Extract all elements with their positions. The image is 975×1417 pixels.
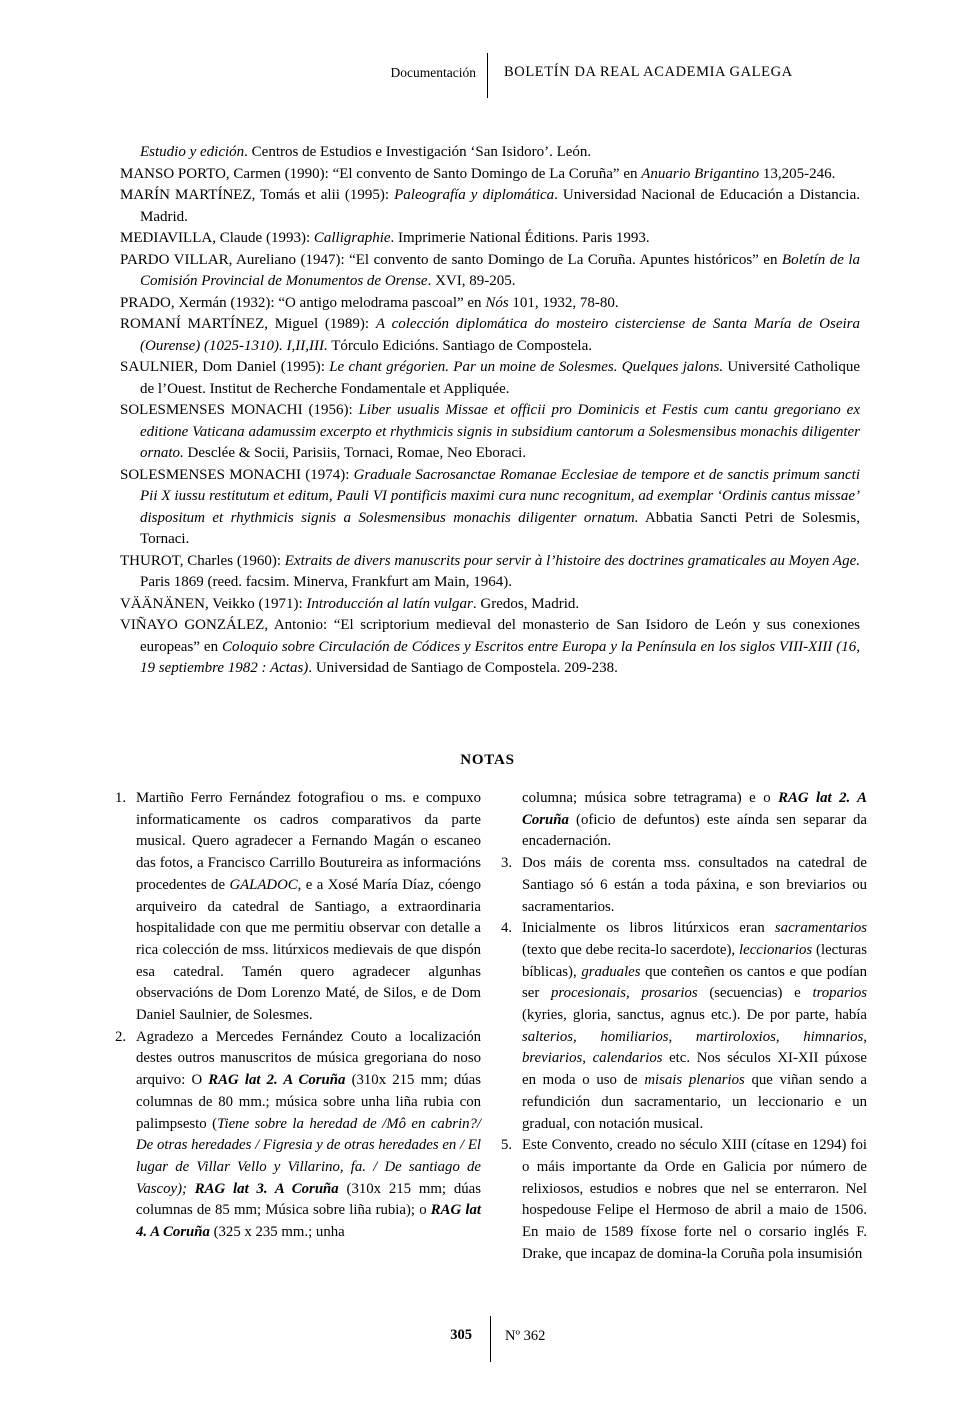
- text-run: Boletín de la Comisión Provincial de Monumentos de Orense: [140, 251, 860, 289]
- text-run: Tórculo Edicións. Santiago de Compostela.: [327, 337, 592, 354]
- text-run: Paris 1869 (reed. facsim. Minerva, Frankfurt am Main, 1964).: [140, 574, 512, 590]
- text-run: (secuencias) e: [697, 985, 813, 1002]
- text-run: SOLESMENSES MONACHI (1974):: [120, 466, 354, 483]
- text-run: . XVI, 89-205.: [427, 273, 516, 289]
- bibliography-entry: [120, 228, 860, 250]
- notes-column-left: [115, 788, 481, 1265]
- text-run: Université Catholique de l’Ouest. Institut de Recherche Fondamentale et Appliquée.: [140, 359, 860, 397]
- text-run: misais plenarios: [644, 1072, 745, 1089]
- text-run: que viñan sendo a refundición dun sacramentario, un leccionario e un gradual, con notación musical.: [522, 1072, 867, 1132]
- notes-column-right: [501, 788, 867, 1265]
- note-number: 1.: [115, 790, 127, 806]
- text-run: (lecturas bíblicas),: [522, 941, 867, 980]
- text-run: etc. Nos séculos XI-XII púxose en moda o uso de: [522, 1050, 867, 1089]
- note-number: 5.: [501, 1137, 513, 1154]
- manuscript-reference: RAG lat 4. A Coruña: [136, 1202, 481, 1241]
- text-run: Introducción al latín vulgar: [306, 595, 473, 612]
- text-run: leccionarios: [739, 941, 813, 958]
- text-run: Liber usualis Missae et officii pro Dominicis et Festis cum cantu gregoriano ex editione Vaticana adamussim excerpto et rhythmicis signis in subsidium cantorum a Solesmensibus monachis diligenter ornato.: [140, 402, 860, 461]
- text-run: (kyries, gloria, sanctus, agnus etc.). De por parte, había: [522, 1007, 867, 1024]
- header-section-label: Documentación: [390, 65, 476, 80]
- text-run: Le chant grégorien. Par un moine de Solesmes. Quelques jalons.: [329, 359, 724, 375]
- text-run: (325 x 235 mm.; unha: [209, 1224, 345, 1241]
- note-item: [501, 853, 867, 918]
- text-run: . Gredos, Madrid.: [472, 595, 580, 612]
- text-run: . Universidad Nacional de Educación a Distancia. Madrid.: [140, 187, 860, 225]
- note-number: 4.: [501, 920, 513, 937]
- text-run: Tiene sobre la heredad de /Mô en cabrin?/ De otras heredades / Figresia y de otras heredades en / El lugar de Villar Vello y Villarino, fa. / De santiago de Vascoy);: [136, 1115, 481, 1197]
- bibliography: [120, 142, 860, 680]
- bibliography-entry: [120, 250, 860, 293]
- text-run: Martiño Ferro Fernández fotografiou o ms. e compuxo informaticamente os cadros comparativos da parte musical. Quero agradecer a Fernando Magán o escaneo das fotos, a Francisco Carrillo Boutureira as informacións procedentes de: [136, 790, 481, 893]
- text-run: SOLESMENSES MONACHI (1956):: [120, 402, 359, 418]
- text-run: ROMANÍ MARTÍNEZ, Miguel (1989):: [120, 316, 376, 332]
- bibliography-entry: [120, 357, 860, 400]
- text-run: Anuario Brigantino: [641, 165, 760, 182]
- text-run: salterios, homiliarios, martiroloxios, himnarios, breviarios, calendarios: [522, 1028, 867, 1067]
- note-item: [501, 1135, 867, 1265]
- text-run: . Universidad de Santiago de Compostela. 209-238.: [308, 660, 618, 676]
- manuscript-reference: RAG lat 2. A Coruña: [522, 790, 867, 828]
- text-run: (310x 215 mm; dúas columnas de 80 mm.; música sobre unha liña rubia con palimpsesto (: [136, 1072, 481, 1132]
- notes-section: [115, 788, 867, 1265]
- text-run: THUROT, Charles (1960):: [120, 552, 285, 569]
- text-run: [187, 1181, 195, 1197]
- header-divider: [487, 53, 488, 98]
- text-run: MANSO PORTO, Carmen (1990): “El convento de Santo Domingo de La Coruña” en: [120, 165, 642, 182]
- text-run: (texto que debe recita-lo sacerdote),: [522, 941, 740, 958]
- text-run: A colección diplomática do mosteiro cisterciense de Santa María de Oseira (Ourense) (1025-1310). I,II,III.: [140, 316, 860, 354]
- page-number: 305: [450, 1327, 472, 1343]
- text-run: Abbatia Sancti Petri de Solesmis, Tornaci.: [140, 509, 860, 547]
- text-run: MEDIAVILLA, Claude (1993):: [120, 230, 314, 246]
- text-run: Este Convento, creado no século XIII (cítase en 1294) foi o máis importante da Orde en Galicia por número de relixiosos, estudios e nobres que nel se enterraron. Nel hospedouse Felipe el Hermoso de abril a maio de 1506. En maio de 1589 fíxose forte nel o corsario inglés F. Drake, que incapaz de domina-la Coruña pola insumisión: [522, 1137, 867, 1262]
- bibliography-entry: [120, 594, 860, 616]
- text-run: 13,205-246.: [759, 165, 836, 182]
- bibliography-entry: [120, 293, 860, 315]
- text-run: Estudio y edición: [140, 144, 245, 160]
- bibliography-entry: [120, 164, 860, 186]
- note-number: 2.: [115, 1028, 127, 1045]
- text-run: Extraits de divers manuscrits pour servir à l’histoire des doctrines gramaticales au Moyen Age.: [284, 552, 860, 569]
- text-run: , e a Xosé María Díaz, cóengo arquiveiro da catedral de Santiago, a extraordinaria hospitalidade con que me permitiu observar con detalle a rica colección de mss. litúrxicos medievais de que dispón esa catedral. Tamén quero agradecer algunhas observacións de Dom Lorenzo Maté, de Silos, e de Dom Daniel Saulnier, de Solesmes.: [136, 876, 481, 1024]
- text-run: GALADOC: [229, 876, 298, 893]
- bibliography-entry: [120, 615, 860, 680]
- note-item: [501, 918, 867, 1135]
- text-run: sacramentarios: [774, 920, 867, 937]
- text-run: Coloquio sobre Circulación de Códices y Escritos entre Europa y la Península en los siglos VIII-XIII (16, 19 septiembre 1982 : Actas): [140, 638, 861, 676]
- text-run: procesionais, prosarios: [550, 985, 698, 1002]
- note-continuation: [501, 788, 867, 853]
- text-run: MARÍN MARTÍNEZ, Tomás et alii (1995):: [120, 187, 395, 203]
- text-run: Paleografía y diplomática: [394, 187, 555, 203]
- bibliography-entry: [120, 142, 860, 164]
- text-run: PARDO VILLAR, Aureliano (1947): “El convento de santo Domingo de La Coruña. Apuntes históricos” en: [120, 251, 782, 268]
- text-run: Inicialmente os libros litúrxicos eran: [522, 920, 775, 937]
- text-run: Agradezo a Mercedes Fernández Couto a localización destes outros manuscritos de música gregoriana do noso arquivo: O: [136, 1028, 481, 1089]
- text-run: columna; música sobre tetragrama) e o: [522, 790, 779, 806]
- text-run: Calligraphie: [313, 230, 391, 246]
- text-run: (310x 215 mm; dúas columnas de 85 mm; Música sobre liña rubia); o: [136, 1180, 482, 1219]
- note-item: [115, 788, 481, 1027]
- footer-divider: [490, 1316, 491, 1362]
- text-run: Dos máis de corenta mss. consultados na catedral de Santiago só 6 están a toda páxina, e son breviarios ou sacramentarios.: [522, 855, 867, 915]
- notes-heading: NOTAS: [460, 752, 515, 768]
- text-run: troparios: [812, 985, 867, 1002]
- issue-number: Nº 362: [505, 1328, 546, 1344]
- text-run: 101, 1932, 78-80.: [508, 294, 619, 311]
- bibliography-entry: [120, 314, 860, 357]
- text-run: que conteñen os cantos e que podían ser: [522, 963, 867, 1002]
- note-item: [115, 1027, 481, 1244]
- text-run: graduales: [581, 963, 641, 980]
- manuscript-reference: RAG lat 3. A Coruña: [194, 1180, 339, 1197]
- text-run: Desclée & Socii, Parisiis, Tornaci, Romae, Neo Eboraci.: [183, 445, 527, 461]
- text-run: VIÑAYO GONZÁLEZ, Antonio: “El scriptorium medieval del monasterio de San Isidoro de León y sus conexiones europeas” en: [120, 617, 860, 655]
- bibliography-entry: [120, 400, 860, 465]
- text-run: PRADO, Xermán (1932): “O antigo melodrama pascoal” en: [120, 294, 486, 311]
- text-run: . Centros de Estudios e Investigación ‘San Isidoro’. León.: [244, 144, 592, 160]
- text-run: Nós: [485, 294, 509, 311]
- text-run: VÄÄNÄNEN, Veikko (1971):: [120, 595, 307, 612]
- manuscript-reference: RAG lat 2. A Coruña: [208, 1072, 346, 1089]
- bibliography-entry: [120, 185, 860, 228]
- bibliography-entry: [120, 551, 860, 594]
- text-run: . Imprimerie National Éditions. Paris 1993.: [390, 230, 650, 246]
- text-run: SAULNIER, Dom Daniel (1995):: [120, 359, 330, 375]
- text-run: (oficio de defuntos) este aínda sen separar da encadernación.: [522, 811, 867, 850]
- bibliography-entry: [120, 465, 860, 551]
- journal-title: BOLETÍN DA REAL ACADEMIA GALEGA: [504, 64, 793, 80]
- note-number: 3.: [501, 855, 513, 872]
- text-run: Graduale Sacrosanctae Romanae Ecclesiae de tempore et de sanctis primum sancti Pii X iussu restitutum et editum, Pauli VI pontificis maximi cura nunc recognitum, ad exemplar ‘Ordinis cantus missae’ dispositum et rhythmicis signis a Solesmensibus monachis diligenter ornatum.: [140, 466, 860, 526]
